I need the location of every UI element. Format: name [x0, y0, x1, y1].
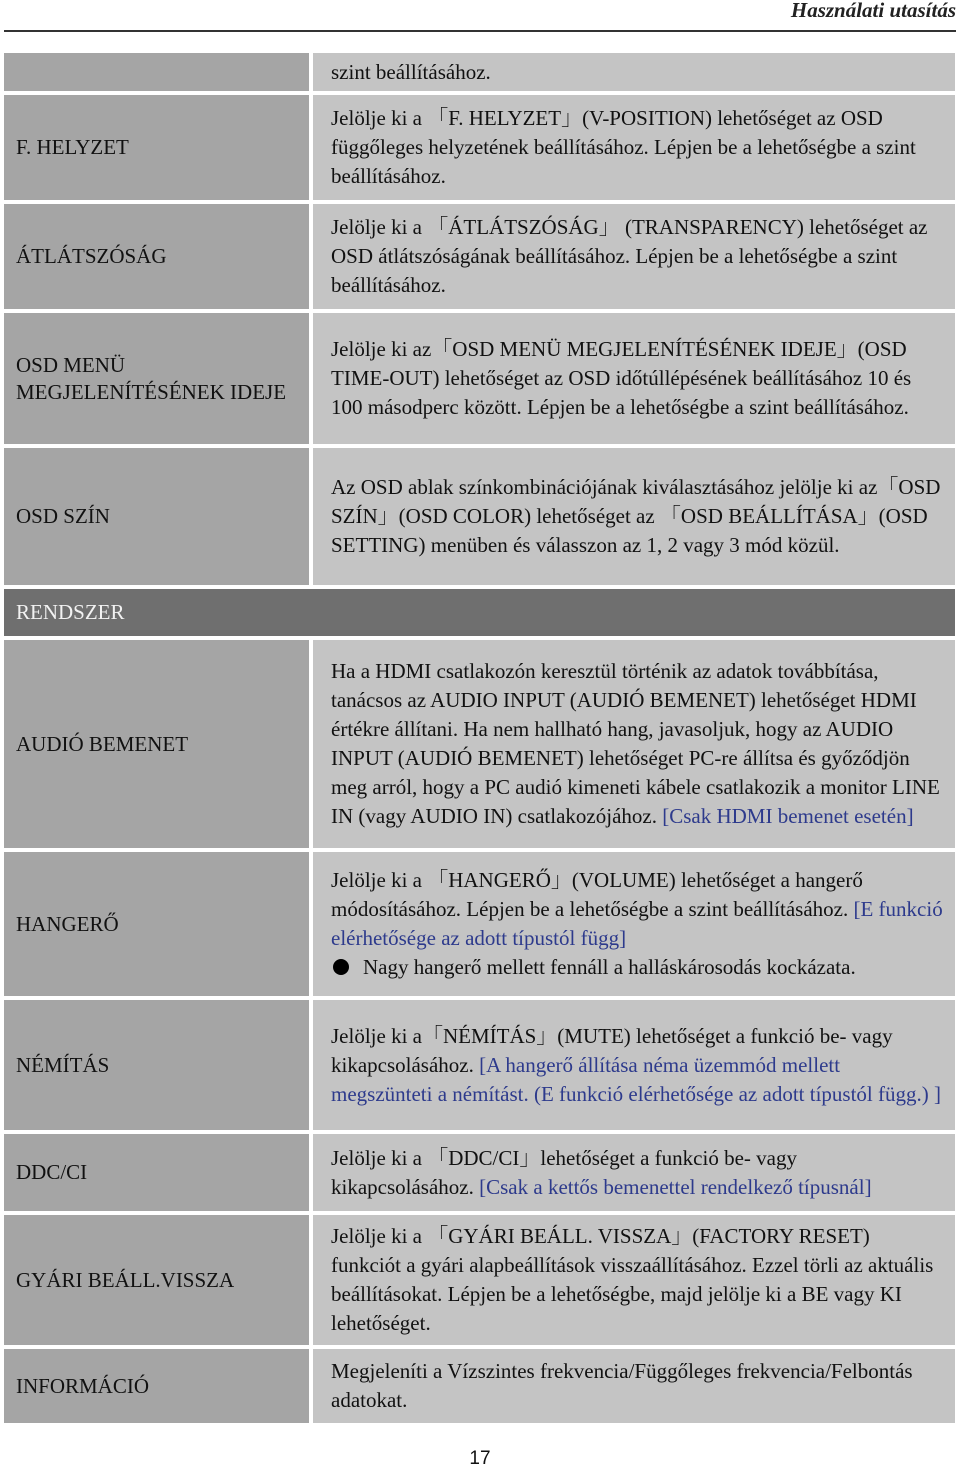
description-paragraph	[331, 1357, 945, 1415]
description-paragraph	[331, 335, 945, 422]
description-text: Jelölje ki a 「F. HELYZET」(V-POSITION) lehetőséget az OSD függőleges helyzetének beállításához. Lépjen be a lehetőségbe a szint beállításához.	[331, 106, 916, 188]
description-text: Jelölje ki a 「HANGERŐ」(VOLUME) lehetőséget a hangerő módosításához. Lépjen be a lehetőségbe a szint beállításához.	[331, 868, 863, 921]
table-row	[4, 1215, 955, 1345]
description-paragraph	[331, 104, 945, 191]
setting-label: NÉMÍTÁS	[4, 1000, 309, 1130]
setting-description	[313, 313, 955, 444]
description-paragraph	[331, 866, 945, 953]
description-paragraph	[331, 213, 945, 300]
table-row	[4, 448, 955, 585]
table-row	[4, 313, 955, 444]
setting-description	[313, 448, 955, 585]
table-row	[4, 852, 955, 996]
description-paragraph	[331, 1144, 945, 1202]
description-paragraph	[331, 1022, 945, 1109]
description-paragraph	[331, 58, 945, 87]
description-paragraph	[331, 473, 945, 560]
setting-label: HANGERŐ	[4, 852, 309, 996]
setting-label: INFORMÁCIÓ	[4, 1349, 309, 1423]
description-text: Jelölje ki a「NÉMÍTÁS」(MUTE) lehetőséget a funkció be- vagy kikapcsolásához.	[331, 1023, 893, 1077]
setting-label: OSD MENÜ MEGJELENÍTÉSÉNEK IDEJE	[4, 313, 309, 444]
setting-label: F. HELYZET	[4, 95, 309, 200]
description-paragraph	[331, 953, 945, 982]
description-text: Jelölje ki a 「GYÁRI BEÁLL. VISSZA」(FACTORY RESET) funkciót a gyári alapbeállítások visszaállításához. Ezzel törli az aktuális beállításokat. Lépjen be a lehetőségbe, majd jelölje ki a BE vagy KI lehetőséget.	[331, 1224, 934, 1335]
description-text: Megjeleníti a Vízszintes frekvencia/Függőleges frekvencia/Felbontás adatokat.	[331, 1359, 913, 1412]
description-paragraph	[331, 657, 945, 831]
table-row	[4, 1349, 955, 1423]
setting-description	[313, 1000, 955, 1130]
setting-label: ÁTLÁTSZÓSÁG	[4, 204, 309, 309]
description-text: Nagy hangerő mellett fennáll a halláskárosodás kockázata.	[363, 955, 856, 979]
bullet-icon	[333, 959, 349, 975]
table-row	[4, 53, 955, 91]
setting-description	[313, 204, 955, 309]
table-row	[4, 204, 955, 309]
description-text: Jelölje ki a 「ÁTLÁTSZÓSÁG」 (TRANSPARENCY) lehetőséget az OSD átlátszóságának beállításához. Lépjen be a lehetőségbe a szint beállításához.	[331, 215, 928, 297]
table-row	[4, 640, 955, 848]
setting-description	[313, 1134, 955, 1211]
description-text: Az OSD ablak színkombinációjának kiválasztásához jelölje ki az「OSD SZÍN」(OSD COLOR) lehetőséget az 「OSD BEÁLLÍTÁSA」(OSD SETTING) menüben és válasszon az 1, 2 vagy 3 mód közül.	[331, 475, 941, 557]
setting-label: GYÁRI BEÁLL.VISSZA	[4, 1215, 309, 1345]
description-text: Jelölje ki az「OSD MENÜ MEGJELENÍTÉSÉNEK IDEJE」(OSD TIME-OUT) lehetőséget az OSD időtúllépésének beállításához 10 és 100 másodperc között. Lépjen be a lehetőségbe a szint beállításához.	[331, 337, 912, 419]
setting-description	[313, 852, 955, 996]
page-header-title: Használati utasítás	[790, 0, 956, 22]
osd-settings-table	[4, 53, 955, 1427]
description-text: szint beállításához.	[331, 59, 491, 84]
availability-note: [Csak HDMI bemenet esetén]	[662, 804, 914, 828]
availability-note: [A hangerő állítása néma üzemmód mellett megszünteti a némítást. (E funkció elérhetősége az adott típustól függ.) ]	[331, 1052, 941, 1106]
setting-label	[4, 53, 309, 91]
setting-label: DDC/CI	[4, 1134, 309, 1211]
description-text: Ha a HDMI csatlakozón keresztül történik az adatok továbbítása, tanácsos az AUDIO INPUT (AUDIÓ BEMENET) lehetőséget HDMI értékre állítani. Ha nem hallható hang, javasoljuk, hogy az AUDIO INPUT (AUDIÓ BEMENET) lehetőséget PC-re állítsa és győződjön meg arról, hogy a PC audió kimeneti kábele csatlakozik a monitor LINE IN (vagy AUDIO IN) csatlakozójához.	[331, 659, 940, 828]
header-divider	[4, 30, 956, 32]
table-row	[4, 95, 955, 200]
description-paragraph	[331, 1222, 945, 1338]
setting-label: AUDIÓ BEMENET	[4, 640, 309, 848]
table-row	[4, 1134, 955, 1211]
setting-description	[313, 640, 955, 848]
system-rows	[4, 640, 955, 1423]
setting-description	[313, 1349, 955, 1423]
setting-description	[313, 53, 955, 91]
osd-rows	[4, 53, 955, 585]
availability-note: [E funkció elérhetősége az adott típustól függ]	[331, 897, 943, 950]
availability-note: [Csak a kettős bemenettel rendelkező típusnál]	[479, 1174, 872, 1199]
page-number: 17	[469, 1448, 491, 1469]
setting-description	[313, 1215, 955, 1345]
table-row	[4, 1000, 955, 1130]
section-header-rendszer: RENDSZER	[4, 589, 955, 636]
setting-description	[313, 95, 955, 200]
description-text: Jelölje ki a 「DDC/CI」lehetőséget a funkció be- vagy kikapcsolásához.	[331, 1145, 797, 1199]
setting-label: OSD SZÍN	[4, 448, 309, 585]
